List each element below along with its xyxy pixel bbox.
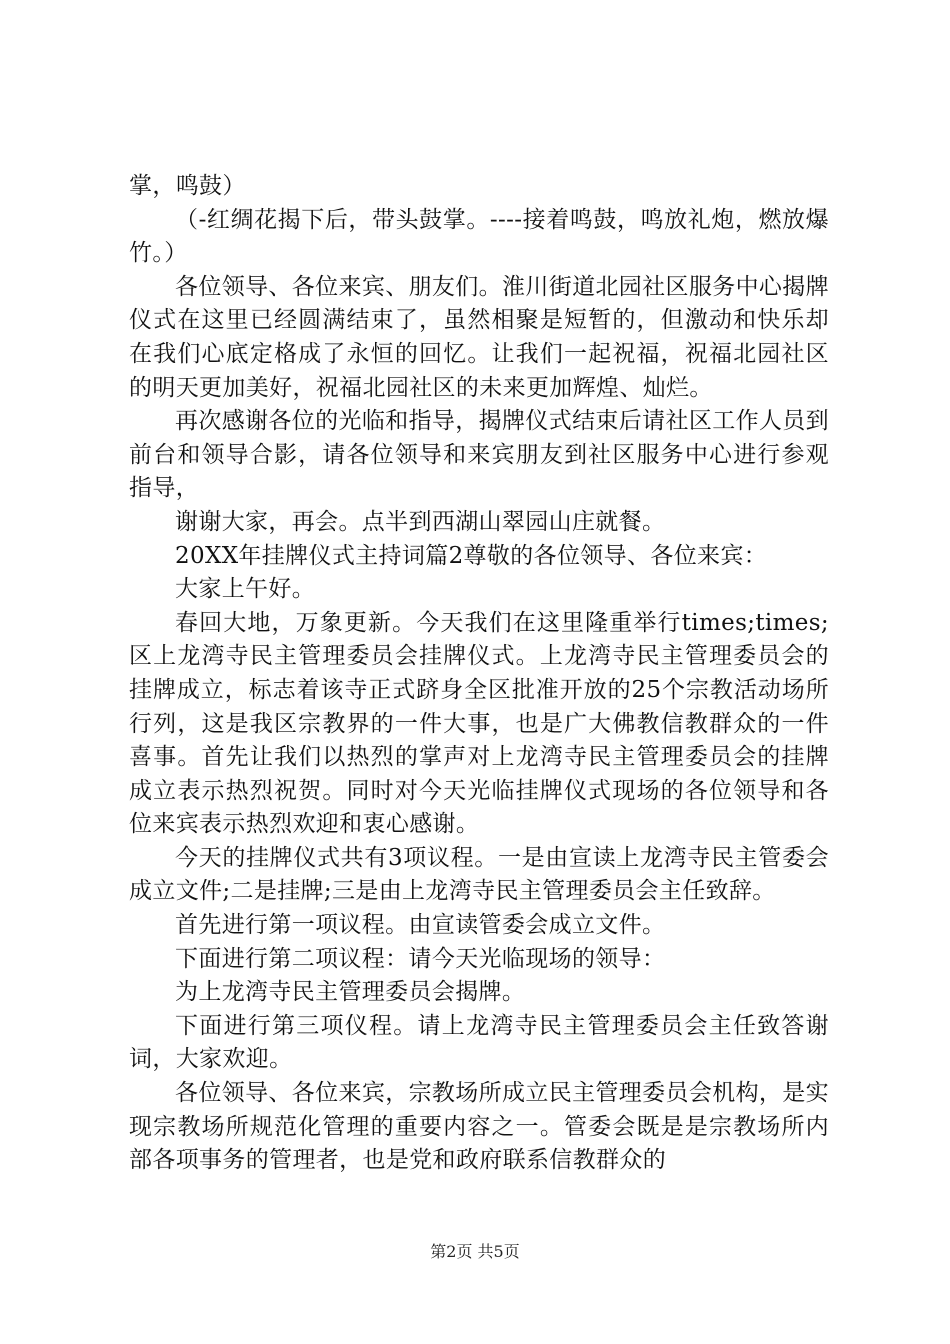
paragraph: 为上龙湾寺民主管理委员会揭牌。 bbox=[175, 979, 526, 1006]
paragraph: 各位领导、各位来宾，宗教场所成立民主管理委员会机构，是实现宗教场所规范化管理的重要内容之一。管委会既是是宗教场所内部各项事务的管理者，也是党和政府联系信教群众的 bbox=[129, 1080, 829, 1174]
paragraph: 下面进行第三项仪程。请上龙湾寺民主管理委员会主任致答谢词，大家欢迎。 bbox=[129, 1012, 829, 1073]
paragraph: 再次感谢各位的光临和指导，揭牌仪式结束后请社区工作人员到前台和领导合影，请各位领导和来宾朋友到社区服务中心进行参观指导， bbox=[129, 408, 829, 502]
paragraph: 掌，鸣鼓） bbox=[129, 173, 246, 199]
paragraph: 首先进行第一项议程。由宣读管委会成立文件。 bbox=[175, 912, 666, 939]
paragraph: 各位领导、各位来宾、朋友们。淮川街道北园社区服务中心揭牌仪式在这里已经圆满结束了，虽然相聚是短暂的，但激动和快乐却在我们心底定格成了永恒的回忆。让我们一起祝福，祝福北园社区的明天更加美好，祝福北园社区的未来更加辉煌、灿烂。 bbox=[129, 273, 829, 401]
paragraph: 今天的挂牌仪式共有3项议程。一是由宣读上龙湾寺民主管委会成立文件;二是挂牌;三是由上龙湾寺民主管理委员会主任致辞。 bbox=[129, 844, 829, 905]
paragraph: 20XX年挂牌仪式主持词篇2尊敬的各位领导、各位来宾： bbox=[175, 542, 768, 569]
document-body bbox=[129, 170, 829, 1178]
paragraph: 下面进行第二项议程：请今天光临现场的领导： bbox=[175, 945, 666, 972]
paragraph: 春回大地，万象更新。今天我们在这里隆重举行times;times;区上龙湾寺民主管理委员会挂牌仪式。上龙湾寺民主管理委员会的挂牌成立，标志着该寺正式跻身全区批准开放的25个宗教活动场所行列，这是我区宗教界的一件大事，也是广大佛教信教群众的一件喜事。首先让我们以热烈的掌声对上龙湾寺民主管理委员会的挂牌成立表示热烈祝贺。同时对今天光临挂牌仪式现场的各位领导和各位来宾表示热烈欢迎和衷心感谢。 bbox=[129, 609, 829, 838]
paragraph: 谢谢大家，再会。点半到西湖山翠园山庄就餐。 bbox=[175, 508, 666, 535]
paragraph: （-红绸花揭下后，带头鼓掌。----接着鸣鼓，鸣放礼炮，燃放爆竹。） bbox=[129, 206, 829, 267]
paragraph: 大家上午好。 bbox=[175, 576, 316, 603]
page-number-footer: 第2页 共5页 bbox=[430, 1242, 520, 1261]
